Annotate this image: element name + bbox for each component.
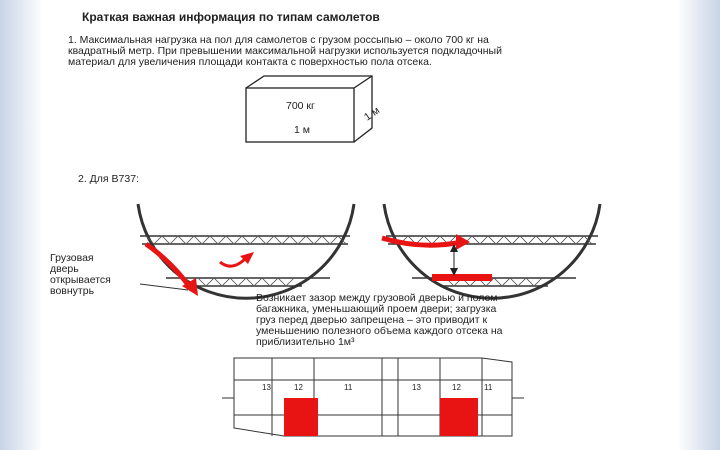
hold-label-11b: 11 — [484, 383, 493, 392]
note-line3: груз перед дверью запрещена – это приводит к — [256, 314, 488, 326]
fuselage-section-left — [138, 204, 354, 298]
door-label-4: вовнутрь — [50, 285, 95, 297]
point2-heading: 2. Для B737: — [78, 173, 139, 185]
slide-title: Краткая важная информация по типам самолетов — [82, 10, 380, 24]
note-line5: приблизительно 1м³ — [256, 336, 355, 348]
fuselage-section-right — [384, 204, 600, 298]
rotate-arrow — [220, 258, 246, 266]
note-line1: Возникает зазор между грузовой дверью и полом — [256, 292, 498, 304]
hold-label-13a: 13 — [262, 383, 271, 392]
note-line4: уменьшению полезного объема каждого отсека на — [256, 325, 503, 337]
no-load-zone-fwd — [284, 398, 318, 436]
door-label-1: Грузовая — [50, 252, 94, 264]
cargo-block — [432, 274, 492, 281]
door-label-leader — [140, 284, 188, 290]
hold-label-11a: 11 — [344, 383, 353, 392]
note-line2: багажника, уменьшающий проем двери; загрузка — [256, 303, 497, 315]
no-load-zone-aft — [440, 398, 478, 436]
hold-layout — [222, 358, 524, 436]
door-label-3: открывается — [50, 274, 111, 286]
door-label-2: дверь — [50, 263, 79, 275]
slide — [42, 0, 678, 450]
diagrams-canvas — [42, 0, 678, 450]
box-weight-label: 700 кг — [286, 100, 315, 112]
point1-line1: 1. Максимальная нагрузка на пол для самолетов с грузом россыпью – около 700 кг на — [68, 34, 489, 46]
hold-label-12b: 12 — [452, 383, 461, 392]
point1-line3: материал для увеличения площади контакта с поверхностью пола отсека. — [68, 56, 432, 68]
hold-label-13b: 13 — [412, 383, 421, 392]
box-depth-label: 1 м — [362, 104, 382, 124]
point1-line2: квадратный метр. При превышении максимальной нагрузки используется подкладочный — [68, 45, 502, 57]
box-width-label: 1 м — [294, 124, 310, 136]
hold-label-12a: 12 — [294, 383, 303, 392]
